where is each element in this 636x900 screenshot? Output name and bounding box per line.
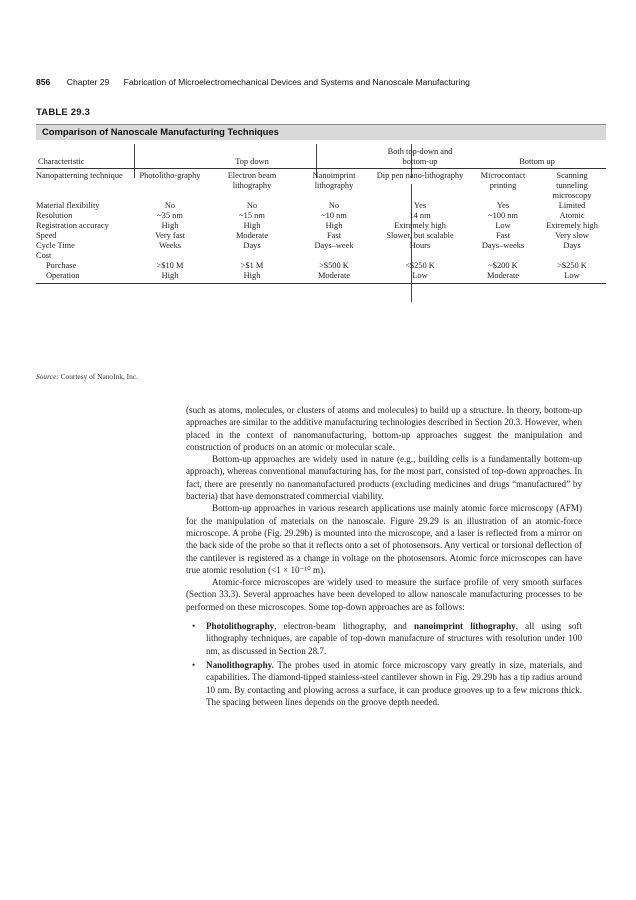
table-label: TABLE 29.3 (36, 107, 91, 118)
table-caption: Comparison of Nanoscale Manufacturing Techniques (42, 126, 279, 137)
table-cell: ~100 nm (488, 211, 518, 220)
characteristic-header: Characteristic (36, 144, 132, 169)
table-cell: >$250 K (557, 261, 587, 270)
table-cell: Microcontact printing (480, 171, 526, 190)
table-cell: Days–weeks (481, 241, 525, 250)
chapter-title: Fabrication of Microelectromechanical Devices and Systems and Nanoscale Manufacturing (123, 77, 470, 87)
paragraph: Bottom-up approaches in various research applications use mainly atomic force microscopy (AFM) for the manipulation of materials on the nanoscale. Figure 29.29 is an illustration of an atomic-force microscope. A probe (Fig. 29.29b) is mounted into the microscope, and a laser is reflected from a mirror on the back side of the probe so that it reflects onto a set of photosensors. Any vertical or torsional deflection of the cantilever is registered as a change in voltage on the photosensors. Atomic force microscopes can have true atomic resolution (<1 × 10⁻¹⁰ m). (186, 503, 582, 575)
table-cell: Scanning tunneling microscopy (552, 171, 592, 200)
table-cell: Dip pen nano-lithography (376, 171, 464, 180)
table-cell: Low (538, 271, 606, 284)
table-row (36, 211, 606, 221)
row-label: Cycle Time (36, 241, 75, 250)
table-cell: Fast (327, 231, 341, 240)
table-cell: Low (495, 221, 511, 230)
row-label: Speed (36, 231, 57, 240)
group-header-both: Both top-down and bottom-up (372, 144, 468, 169)
table-cell: >$1 M (240, 261, 264, 270)
table-row (36, 169, 606, 202)
table-row (36, 241, 606, 251)
bold-term: nanoimprint lithography (414, 621, 516, 632)
table-cell: Days (243, 241, 261, 250)
table-cell: Very slow (555, 231, 589, 240)
table-cell: ~15 nm (239, 211, 265, 220)
paragraph: (such as atoms, molecules, or clusters of atoms and molecules) to build up a structure. In theory, bottom-up approaches are similar to the additive manufacturing technologies described in Section 20.3. However, when placed in the context of nanomanufacturing, bottom-up approaches suggest the manipulation and construction of products on an atomic or molecular scale. (186, 405, 582, 452)
table-row (36, 261, 606, 271)
bullet-icon: • (192, 659, 196, 670)
table-cell: <$250 K (405, 261, 435, 270)
page-number: 856 (36, 77, 51, 87)
list-text: , electron-beam lithography, and (274, 621, 415, 632)
source-label: Source: (36, 372, 59, 381)
row-label: Resolution (36, 211, 73, 220)
table-cell: Yes (496, 201, 510, 210)
table-cell: Electron beam lithography (227, 171, 277, 190)
table-cell: High (161, 221, 179, 230)
source-text: Courtesy of NanoInk, Inc. (60, 372, 138, 381)
table-cell: Days–week (314, 241, 354, 250)
table-cell: Extremely high (546, 221, 598, 230)
table-source (36, 372, 138, 381)
table-row (36, 251, 606, 261)
table-cell: Yes (413, 201, 427, 210)
table-cell: High (208, 271, 296, 284)
table-cell: Hours (409, 241, 431, 250)
table-row (36, 221, 606, 231)
comparison-table (36, 144, 606, 284)
row-label: Purchase (46, 261, 77, 270)
table-cell: Nanoimprint lithography (312, 171, 356, 190)
table-cell: ~$200 K (488, 261, 518, 270)
paragraph: Atomic-force microscopes are widely used to measure the surface profile of very smooth surfaces (Section 33.3). Several approaches have been developed to allow nanoscale manufacturing processes to be performed on these microscopes. Some top-down approaches are as follows: (186, 577, 582, 612)
group-header-top-down: Top down (132, 144, 372, 169)
table-cell: Fast (496, 231, 510, 240)
table-cell: High (325, 221, 343, 230)
bold-term: Photolithography (206, 621, 275, 632)
table-row (36, 271, 606, 284)
table-cell: >$10 M (156, 261, 184, 270)
body-text (186, 404, 582, 710)
row-label: Registration accuracy (36, 221, 109, 230)
table-cell: Days (563, 241, 581, 250)
list-text: The probes used in atomic force microscopy vary greatly in size, materials, and capabilities. The diamond-tipped stainless-steel cantilever shown in Fig. 29.29b has a tip radius around 10 nm. By contacting and plowing across a surface, it can produce grooves up to a few microns thick. The spacing between lines depends on the groove depth needed. (206, 659, 582, 707)
row-label: Material flexibility (36, 201, 100, 210)
table-cell: ~35 nm (157, 211, 183, 220)
chapter-label: Chapter 29 (66, 77, 110, 87)
table-cell: Moderate (468, 271, 538, 284)
list-text: , all using soft lithography techniques, are capable of top-down manufacture of structures with resolution under 100 nm, as discussed in Section 28.7. (206, 621, 582, 656)
table-cell: Slower, but scalable (386, 231, 454, 240)
table-cell: High (132, 271, 208, 284)
bullet-list (186, 620, 582, 708)
table-cell: Moderate (296, 271, 372, 284)
table-row (36, 201, 606, 211)
bullet-icon: • (192, 621, 196, 632)
row-label: Nanopatterning technique (36, 171, 123, 180)
table-cell: No (246, 201, 258, 210)
list-item (192, 620, 582, 657)
table-cell: No (328, 201, 340, 210)
table-cell: Moderate (235, 231, 269, 240)
table-cell: Limited (558, 201, 586, 210)
row-label: Operation (36, 271, 132, 284)
running-header (36, 77, 606, 87)
paragraph: Bottom-up approaches are widely used in nature (e.g., building cells is a fundamentally bottom-up approach), whereas conventional manufacturing has, for the most part, consisted of top-down approaches. In fact, there are presently no nanomanufactured products (excluding medicines and drugs “manufactured” by bacteria) that have demonstrated commercial viability. (186, 454, 582, 502)
table-cell: No (164, 201, 176, 210)
table-cell: Extremely high (394, 221, 446, 230)
table-caption-bar (36, 124, 606, 140)
table-cell: Atomic (559, 211, 585, 220)
table-cell: 14 nm (409, 211, 431, 220)
table-row (36, 231, 606, 241)
bold-term: Nanolithography. (206, 659, 274, 670)
row-label: Cost (36, 251, 52, 260)
table-cell: ~10 nm (321, 211, 347, 220)
table-cell: Photolitho-graphy (139, 171, 201, 180)
list-item (192, 659, 582, 708)
table-cell: Very fast (155, 231, 185, 240)
group-header-bottom-up: Bottom up (468, 144, 606, 169)
table-cell: >$500 K (319, 261, 349, 270)
table-cell: High (243, 221, 261, 230)
table-cell: Low (372, 271, 468, 284)
table-cell: Weeks (158, 241, 182, 250)
